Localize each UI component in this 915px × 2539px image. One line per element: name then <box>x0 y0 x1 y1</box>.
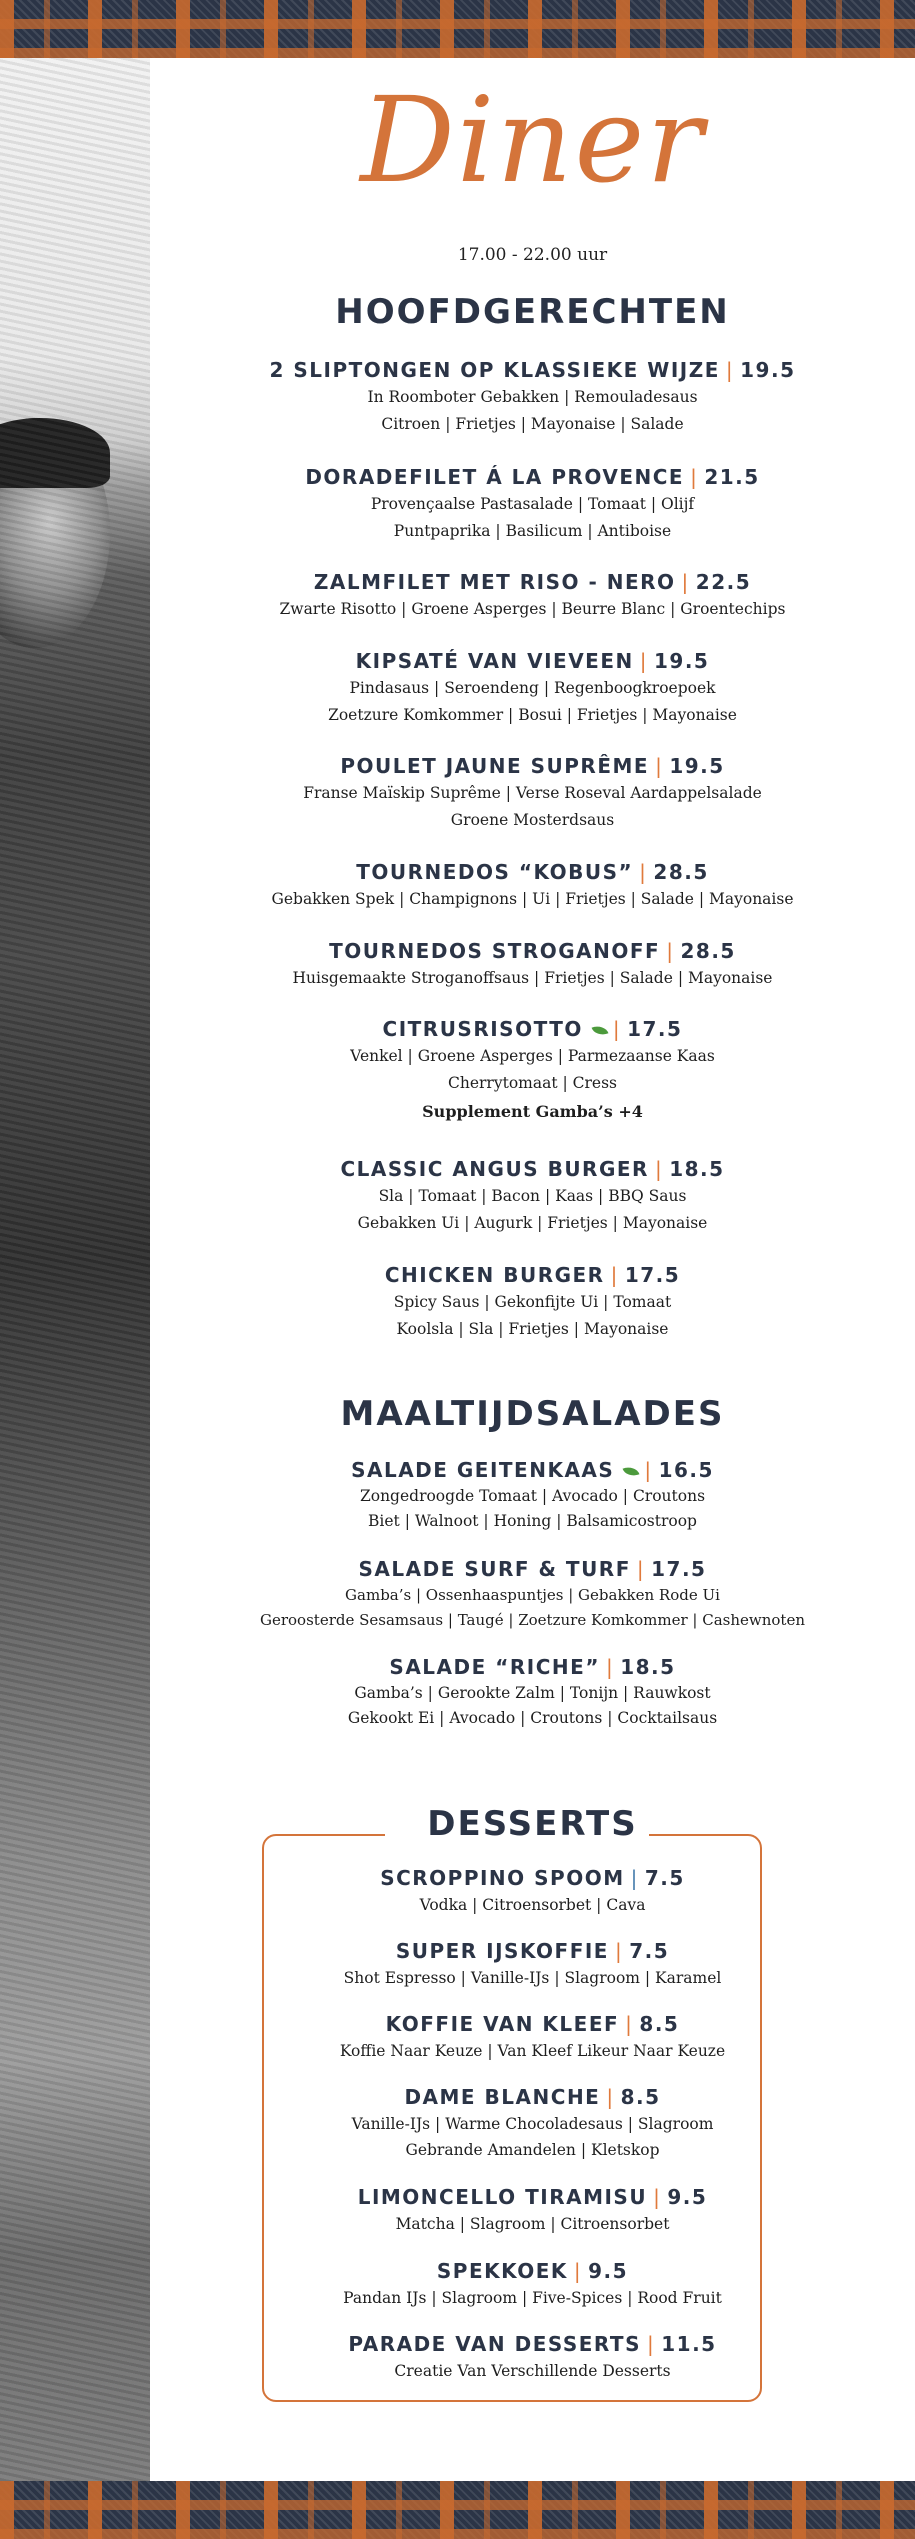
item-description: Groene Mosterdsaus <box>450 811 615 829</box>
item-name: LIMONCELLO TIRAMISU <box>357 2185 648 2209</box>
item-description: Pindasaus | Seroendeng | Regenboogkroepoek <box>349 679 716 697</box>
item-name: PARADE VAN DESSERTS <box>348 2332 641 2356</box>
menu-item: PARADE VAN DESSERTS | 11.5 Creatie Van Verschillende Desserts <box>150 2330 915 2385</box>
item-name: CITRUSRISOTTO <box>382 1017 583 1041</box>
item-name: POULET JAUNE SUPRÊME <box>340 754 650 778</box>
menu-item: CLASSIC ANGUS BURGER | 18.5 Sla | Tomaat | Bacon | Kaas | BBQ Saus Gebakken Ui | Augurk | Frietjes | Mayonaise <box>150 1155 915 1237</box>
item-description: Vanille-IJs | Warme Chocoladesaus | Slagroom <box>351 2115 714 2133</box>
item-price: 7.5 <box>629 1939 670 1963</box>
item-supplement: Supplement Gamba’s +4 <box>422 1102 643 1121</box>
item-price: 17.5 <box>624 1263 681 1287</box>
menu-item: CITRUSRISOTTO | 17.5 Venkel | Groene Asperges | Parmezaanse Kaas Cherrytomaat | Cress Supplement Gamba’s +4 <box>150 1015 915 1127</box>
item-description: Zwarte Risotto | Groene Asperges | Beurre Blanc | Groentechips <box>279 600 786 618</box>
item-price: 18.5 <box>669 1157 725 1181</box>
section-heading-salads: MAALTIJDSALADES <box>340 1394 725 1434</box>
section-heading-main: HOOFDGERECHTEN <box>335 292 730 332</box>
item-price: 8.5 <box>620 2085 661 2109</box>
item-description: Biet | Walnoot | Honing | Balsamicostroop <box>368 1512 697 1530</box>
item-description: Huisgemaakte Stroganoffsaus | Frietjes | Salade | Mayonaise <box>292 969 773 987</box>
item-name: SPEKKOEK <box>436 2259 568 2283</box>
menu-item: SCROPPINO SPOOM | 7.5 Vodka | Citroensorbet | Cava <box>150 1864 915 1919</box>
item-price: 11.5 <box>661 2332 717 2356</box>
item-name: CHICKEN BURGER <box>384 1263 605 1287</box>
item-description: Gekookt Ei | Avocado | Croutons | Cocktailsaus <box>347 1709 718 1727</box>
item-description: Gebrande Amandelen | Kletskop <box>405 2141 660 2159</box>
item-price: 9.5 <box>667 2185 708 2209</box>
item-name: KOFFIE VAN KLEEF <box>385 2012 620 2036</box>
item-name: SALADE GEITENKAAS <box>351 1458 615 1482</box>
item-description: Gebakken Ui | Augurk | Frietjes | Mayonaise <box>357 1214 708 1232</box>
item-price: 22.5 <box>695 570 752 594</box>
item-description: Shot Espresso | Vanille-IJs | Slagroom | Karamel <box>343 1969 722 1987</box>
menu-item: LIMONCELLO TIRAMISU | 9.5 Matcha | Slagroom | Citroensorbet <box>150 2183 915 2238</box>
item-description: Provençaalse Pastasalade | Tomaat | Olijf <box>370 495 695 513</box>
item-name: ZALMFILET MET RISO - NERO <box>313 570 676 594</box>
menu-item: SALADE SURF & TURF | 17.5 Gamba’s | Ossenhaaspuntjes | Gebakken Rode Ui Geroosterde Sesamsaus | Taugé | Zoetzure Komkommer | Cashewnoten <box>150 1555 915 1633</box>
section-heading-desserts: DESSERTS <box>427 1804 638 1844</box>
menu-item: SUPER IJSKOFFIE | 7.5 Shot Espresso | Vanille-IJs | Slagroom | Karamel <box>150 1937 915 1992</box>
item-name: SCROPPINO SPOOM <box>380 1866 625 1890</box>
tartan-banner-top <box>0 0 915 58</box>
item-name: SALADE “RICHE” <box>389 1655 600 1679</box>
item-description: Vodka | Citroensorbet | Cava <box>419 1896 646 1914</box>
item-price: 9.5 <box>588 2259 629 2283</box>
item-price: 19.5 <box>740 358 796 382</box>
item-description: Gamba’s | Ossenhaaspuntjes | Gebakken Rode Ui <box>345 1586 720 1604</box>
item-name: TOURNEDOS “KOBUS” <box>356 860 634 884</box>
item-description: Franse Maïskip Suprême | Verse Roseval Aardappelsalade <box>303 784 762 802</box>
item-price: 17.5 <box>627 1017 683 1041</box>
item-price: 18.5 <box>620 1655 676 1679</box>
item-description: Koolsla | Sla | Frietjes | Mayonaise <box>396 1320 669 1338</box>
item-description: Gebakken Spek | Champignons | Ui | Frietjes | Salade | Mayonaise <box>271 890 794 908</box>
photo-texture <box>0 58 150 2481</box>
item-description: Zongedroogde Tomaat | Avocado | Croutons <box>359 1487 706 1505</box>
item-description: Puntpaprika | Basilicum | Antiboise <box>393 522 672 540</box>
menu-title: Diner <box>360 71 705 209</box>
item-description: Zoetzure Komkommer | Bosui | Frietjes | Mayonaise <box>328 706 737 724</box>
menu-item: CHICKEN BURGER | 17.5 Spicy Saus | Gekonfijte Ui | Tomaat Koolsla | Sla | Frietjes | Mayonaise <box>150 1261 915 1343</box>
item-description: Sla | Tomaat | Bacon | Kaas | BBQ Saus <box>378 1187 687 1205</box>
item-price: 21.5 <box>704 465 760 489</box>
menu-item: TOURNEDOS “KOBUS” | 28.5 Gebakken Spek | Champignons | Ui | Frietjes | Salade | Mayonaise <box>150 858 915 913</box>
item-name: SUPER IJSKOFFIE <box>395 1939 609 1963</box>
item-price: 28.5 <box>653 860 709 884</box>
item-description: Pandan IJs | Slagroom | Five-Spices | Rood Fruit <box>343 2289 722 2307</box>
item-description: Creatie Van Verschillende Desserts <box>394 2362 671 2380</box>
item-price: 17.5 <box>651 1557 707 1581</box>
menu-item: POULET JAUNE SUPRÊME | 19.5 Franse Maïskip Suprême | Verse Roseval Aardappelsalade Groene Mosterdsaus <box>150 752 915 834</box>
menu-item: SALADE GEITENKAAS | 16.5 Zongedroogde Tomaat | Avocado | Croutons Biet | Walnoot | Honing | Balsamicostroop <box>150 1456 915 1534</box>
item-description: Cherrytomaat | Cress <box>448 1074 617 1092</box>
menu-item: ZALMFILET MET RISO - NERO | 22.5 Zwarte Risotto | Groene Asperges | Beurre Blanc | Groentechips <box>150 568 915 623</box>
item-price: 8.5 <box>639 2012 680 2036</box>
item-price: 7.5 <box>644 1866 685 1890</box>
opening-hours: 17.00 - 22.00 uur <box>457 245 608 265</box>
item-name: CLASSIC ANGUS BURGER <box>340 1157 649 1181</box>
menu-item: SPEKKOEK | 9.5 Pandan IJs | Slagroom | Five-Spices | Rood Fruit <box>150 2257 915 2312</box>
menu-item: 2 SLIPTONGEN OP KLASSIEKE WIJZE | 19.5 In Roomboter Gebakken | Remouladesaus Citroen | Frietjes | Mayonaise | Salade <box>150 356 915 438</box>
item-description: In Roomboter Gebakken | Remouladesaus <box>367 388 698 406</box>
menu-item: SALADE “RICHE” | 18.5 Gamba’s | Gerookte Zalm | Tonijn | Rauwkost Gekookt Ei | Avocado | Croutons | Cocktailsaus <box>150 1653 915 1731</box>
item-name: TOURNEDOS STROGANOFF <box>329 939 661 963</box>
item-name: KIPSATÉ VAN VIEVEEN <box>355 649 634 673</box>
leaf-icon <box>623 1464 640 1479</box>
item-name: DAME BLANCHE <box>404 2085 601 2109</box>
item-description: Gamba’s | Gerookte Zalm | Tonijn | Rauwkost <box>354 1684 711 1702</box>
menu-item: KOFFIE VAN KLEEF | 8.5 Koffie Naar Keuze | Van Kleef Likeur Naar Keuze <box>150 2010 915 2065</box>
leaf-icon <box>591 1023 608 1038</box>
menu-item: TOURNEDOS STROGANOFF | 28.5 Huisgemaakte Stroganoffsaus | Frietjes | Salade | Mayonaise <box>150 937 915 992</box>
item-description: Spicy Saus | Gekonfijte Ui | Tomaat <box>393 1293 672 1311</box>
item-description: Citroen | Frietjes | Mayonaise | Salade <box>381 415 684 433</box>
item-name: SALADE SURF & TURF <box>358 1557 631 1581</box>
item-price: 19.5 <box>654 649 710 673</box>
item-name: 2 SLIPTONGEN OP KLASSIEKE WIJZE <box>269 358 720 382</box>
item-price: 19.5 <box>669 754 725 778</box>
item-price: 28.5 <box>680 939 736 963</box>
item-name: DORADEFILET Á LA PROVENCE <box>305 465 685 489</box>
item-description: Matcha | Slagroom | Citroensorbet <box>395 2215 670 2233</box>
item-description: Koffie Naar Keuze | Van Kleef Likeur Naar Keuze <box>339 2042 726 2060</box>
menu-item: KIPSATÉ VAN VIEVEEN | 19.5 Pindasaus | Seroendeng | Regenboogkroepoek Zoetzure Komkommer | Bosui | Frietjes | Mayonaise <box>150 647 915 729</box>
vintage-photo <box>0 58 150 2481</box>
item-description: Venkel | Groene Asperges | Parmezaanse Kaas <box>350 1047 715 1065</box>
item-description: Geroosterde Sesamsaus | Taugé | Zoetzure Komkommer | Cashewnoten <box>260 1611 805 1629</box>
tartan-banner-bottom <box>0 2481 915 2539</box>
menu-item: DAME BLANCHE | 8.5 Vanille-IJs | Warme Chocoladesaus | Slagroom Gebrande Amandelen | Kletskop <box>150 2083 915 2163</box>
menu-item: DORADEFILET Á LA PROVENCE | 21.5 Provençaalse Pastasalade | Tomaat | Olijf Puntpaprika | Basilicum | Antiboise <box>150 463 915 545</box>
item-price: 16.5 <box>658 1458 714 1482</box>
